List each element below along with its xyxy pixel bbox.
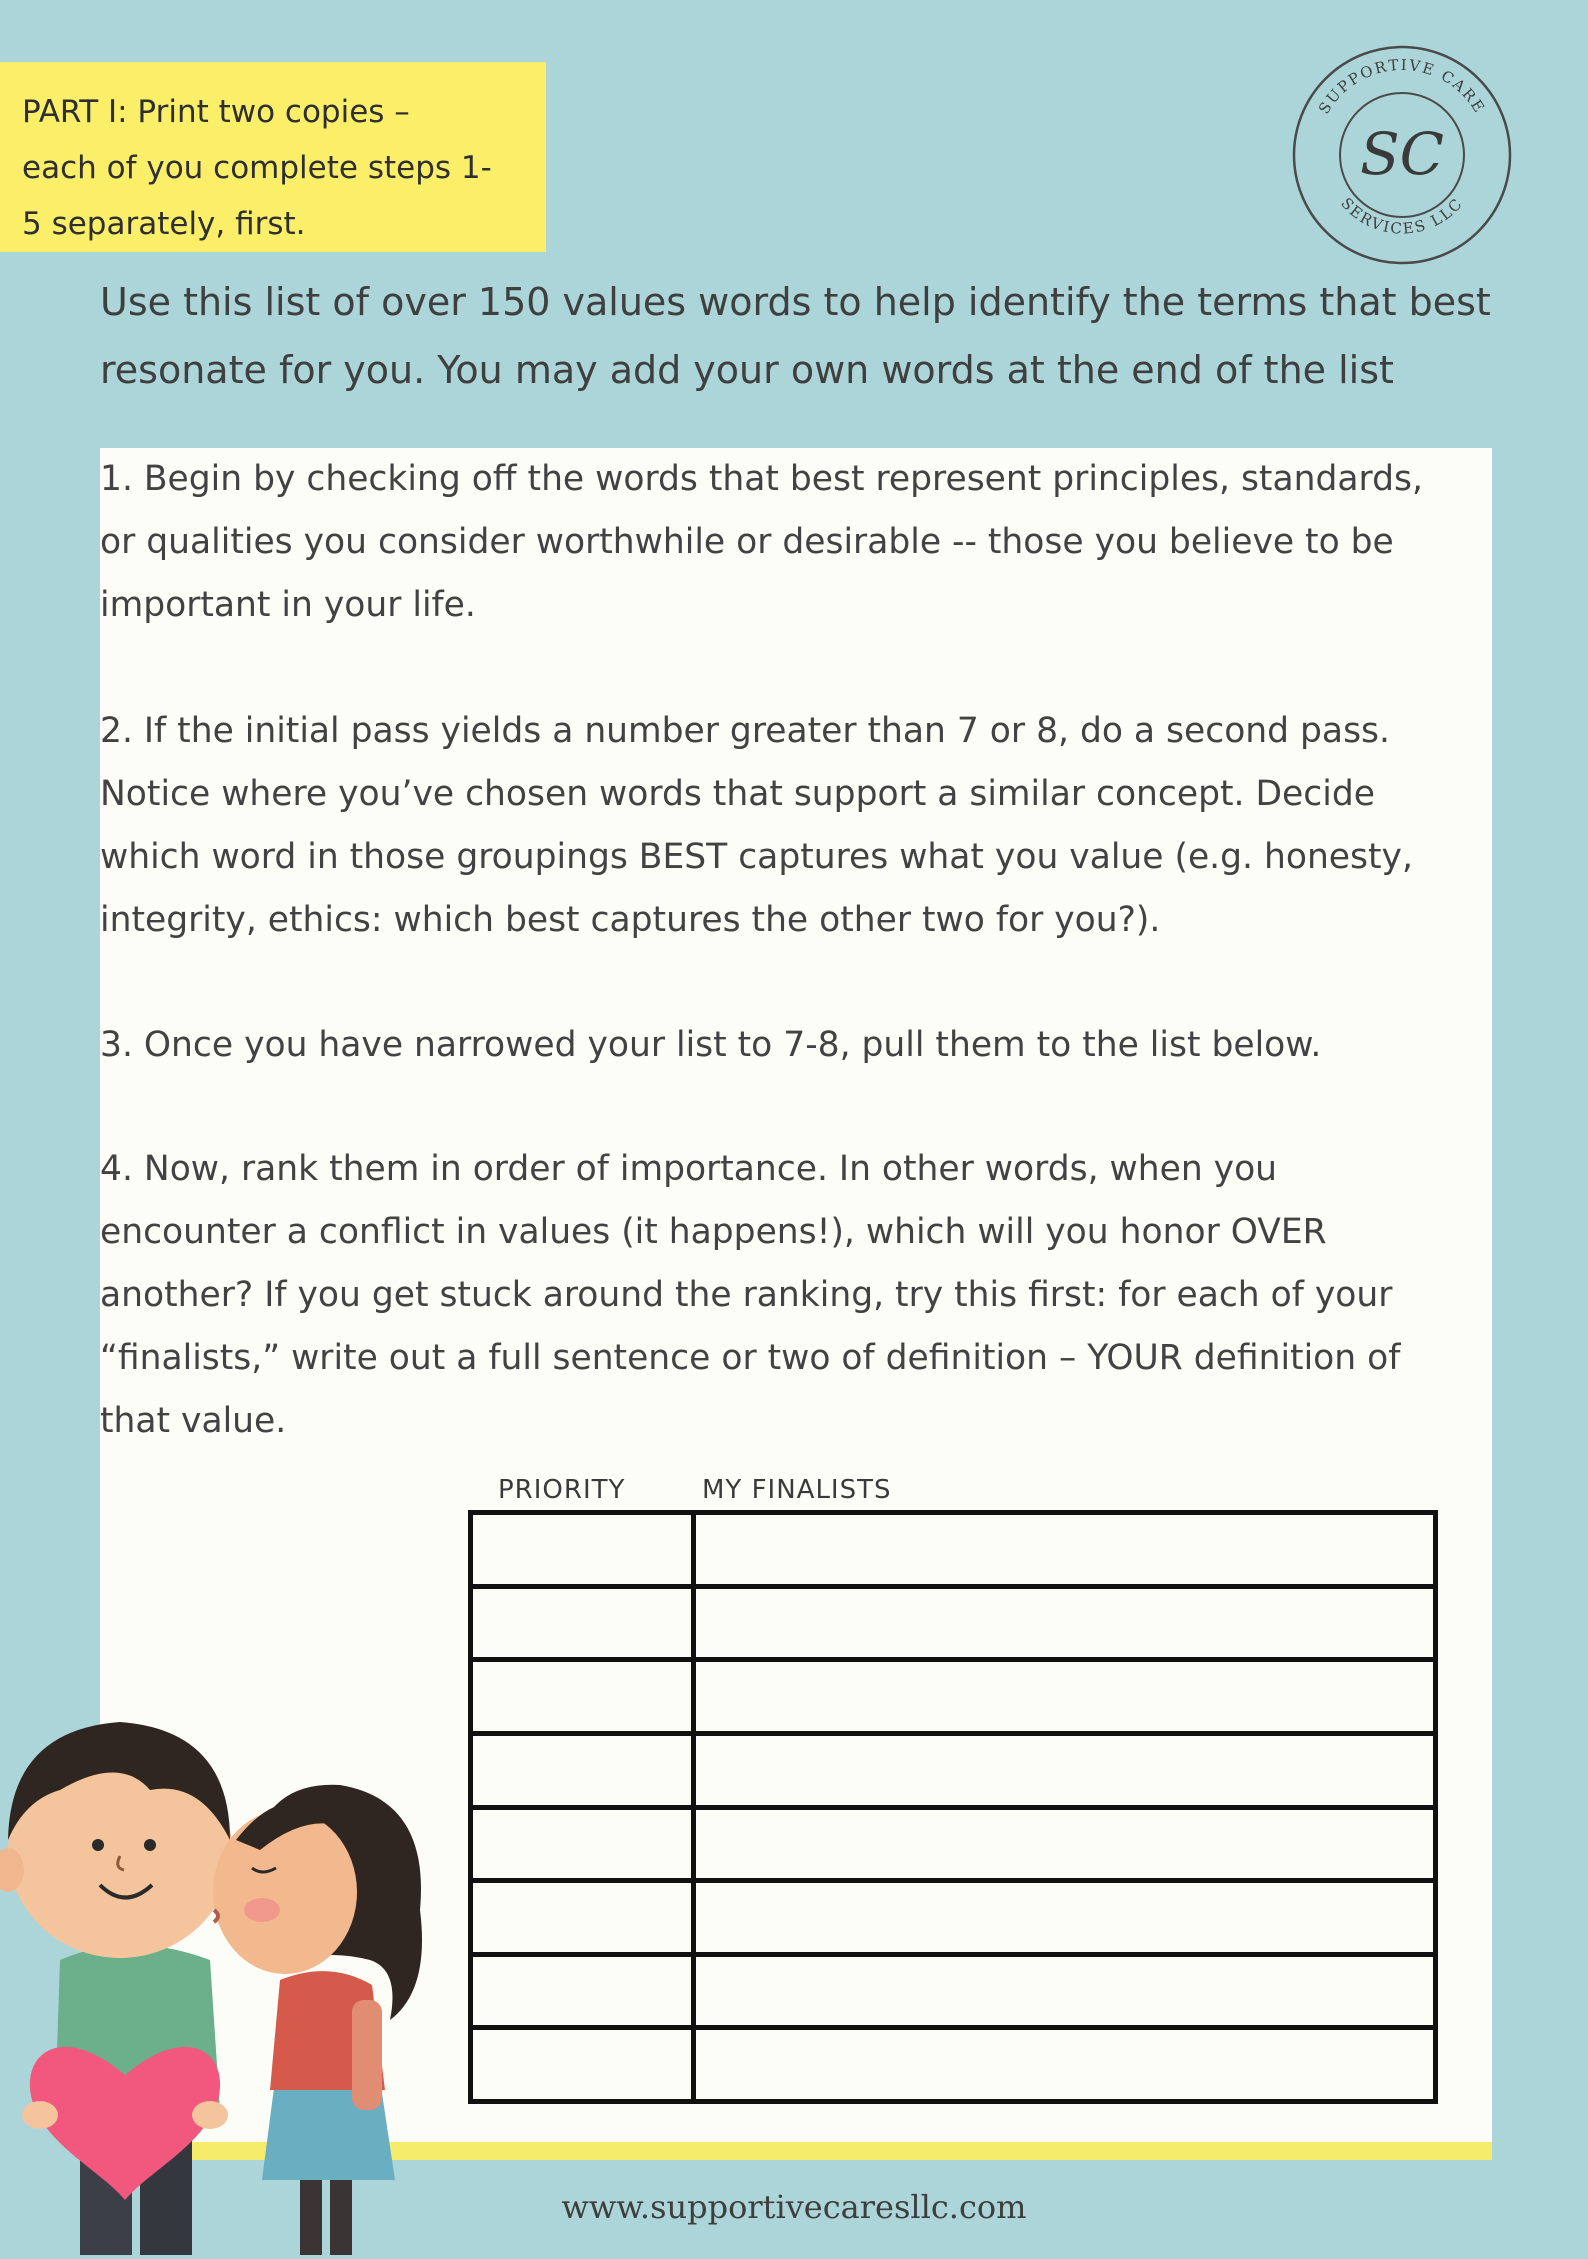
table-row [471,1513,1436,1587]
table-row [471,1807,1436,1881]
step-line: 3. Once you have narrowed your list to 7-8, pull them to the list below. [100,1025,1322,1065]
logo-ring-top: SUPPORTIVE CARE [1314,55,1490,118]
part-note-line: each of you complete steps 1- [22,150,492,186]
priority-cell[interactable] [471,1954,694,2028]
finalist-cell[interactable] [694,1807,1436,1881]
finalist-cell[interactable] [694,1733,1436,1807]
table-row [471,1881,1436,1955]
couple-illustration [0,1660,470,2255]
step-2 [100,700,1492,952]
step-4 [100,1138,1492,1453]
table-row [471,1733,1436,1807]
finalist-cell[interactable] [694,2028,1436,2102]
kissing-couple-icon [0,1660,470,2255]
part-note-line: 5 separately, first. [22,206,306,242]
priority-cell[interactable] [471,1881,694,1955]
intro-line: resonate for you. You may add your own words at the end of the list [100,348,1394,392]
intro-text [100,268,1540,404]
priority-cell[interactable] [471,1733,694,1807]
priority-cell[interactable] [471,1660,694,1734]
step-line: “finalists,” write out a full sentence or two of definition – YOUR definition of [100,1338,1401,1378]
table-row [471,1660,1436,1734]
priority-cell[interactable] [471,1586,694,1660]
website-url[interactable]: www.supportivecaresllc.com [561,2188,1027,2226]
step-3 [100,1014,1492,1077]
step-line: 2. If the initial pass yields a number greater than 7 or 8, do a second pass. [100,711,1390,751]
priority-cell[interactable] [471,1513,694,1587]
table-row [471,1954,1436,2028]
svg-text:SERVICES LLC [1337,194,1466,238]
finalists-table [468,1510,1438,2104]
table-row [471,1586,1436,1660]
priority-cell[interactable] [471,2028,694,2102]
intro-line: Use this list of over 150 values words to help identify the terms that best [100,280,1491,324]
finalist-cell[interactable] [694,1513,1436,1587]
priority-cell[interactable] [471,1807,694,1881]
finalists-column-header: MY FINALISTS [702,1475,892,1505]
logo-ring-bottom: SERVICES LLC [1337,194,1467,238]
part-note-line: PART I: Print two copies – [22,94,410,130]
priority-column-header: PRIORITY [498,1475,626,1505]
step-line: 1. Begin by checking off the words that best represent principles, standards, [100,459,1423,499]
step-line: encounter a conflict in values (it happens!), which will you honor OVER [100,1212,1327,1252]
step-line: or qualities you consider worthwhile or desirable -- those you believe to be [100,522,1394,562]
finalist-cell[interactable] [694,1586,1436,1660]
part-one-note [0,62,546,252]
step-1 [100,448,1492,637]
finalist-cell[interactable] [694,1954,1436,2028]
logo-monogram: SC [1359,120,1445,188]
step-line: integrity, ethics: which best captures the other two for you?). [100,900,1161,940]
step-line: another? If you get stuck around the ranking, try this first: for each of your [100,1275,1393,1315]
company-logo-seal [1287,40,1517,270]
logo-seal-icon [1287,40,1517,270]
step-line: 4. Now, rank them in order of importance. In other words, when you [100,1149,1278,1189]
step-line: which word in those groupings BEST captures what you value (e.g. honesty, [100,837,1413,877]
finalist-cell[interactable] [694,1660,1436,1734]
table-row [471,2028,1436,2102]
step-line: important in your life. [100,585,476,625]
step-line: that value. [100,1401,287,1441]
step-line: Notice where you’ve chosen words that support a similar concept. Decide [100,774,1375,814]
finalist-cell[interactable] [694,1881,1436,1955]
